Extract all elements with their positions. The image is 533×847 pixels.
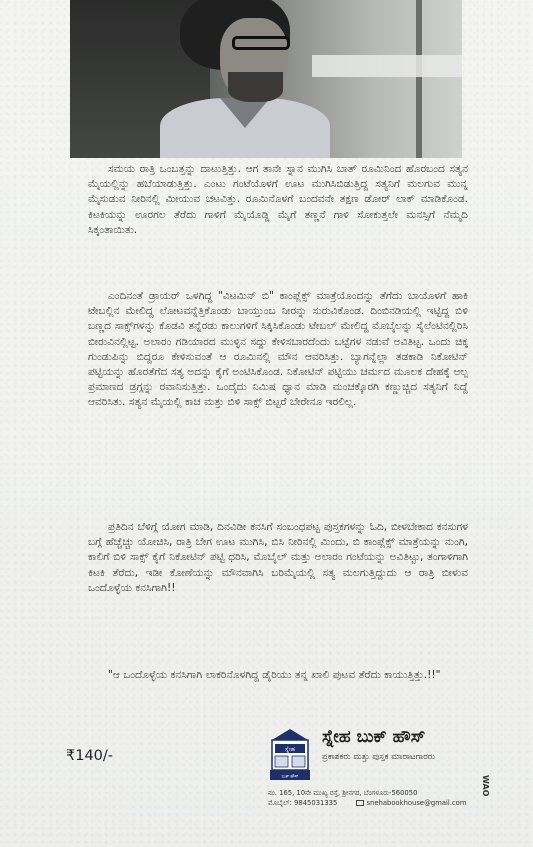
closing-quote [88, 668, 468, 683]
publisher-address-block [268, 788, 466, 808]
logo-text-top: ಸ್ನೇಹ [284, 746, 296, 753]
blurb-paragraph-2 [88, 289, 468, 411]
logo-text-bottom: ಬುಕ್ ಹೌಸ್ [281, 773, 299, 779]
paragraph-text: ಪ್ರತಿದಿನ ಬೆಳಿಗ್ಗೆ ಯೋಗ ಮಾಡಿ, ದಿನವಿಡೀ ಕನಸಿಗೆ ಸಂಬಂಧಪಟ್ಟ ಪುಸ್ತಕಗಳನ್ನು ಓದಿ, ಬೀಳಬೇಕಾದ ಕನಸುಗಳ ಬಗ್ಗೆ ಹೆಚ್ಚೆಚ್ಚು ಯೋಚಿಸಿ, ರಾತ್ರಿ ಬೇಗ ಊಟ ಮುಗಿಸಿ, ಬಿಸಿ ನೀರಿನಲ್ಲಿ ಮಿಂದು, ಬಿ ಕಾಂಪ್ಲೆಕ್ಸ್ ಮಾತ್ರೆಯನ್ನು ನುಂಗಿ, ಕಾಲಿಗೆ ಬಿಳಿ ಸಾಕ್ಸ್ ಕೈಗೆ ನಿಕೋಟಿನ್ ಪಟ್ಟಿ ಧರಿಸಿ, ಮೊಬೈಲ್ ಮತ್ತು ಅಲಾರಂ ಗಂಟೆಯನ್ನು ಅವಿತಿಟ್ಟು, ತಂಗಾಳಿಗಾಗಿ ಕಿಟಕಿ ತೆರೆದು, ಇಡೀ ಕೋಣೆಯನ್ನು ಮೌನವಾಗಿಸಿ ಬರಿಮೈಯಲ್ಲಿ ಸತ್ಯ ಮಲಗುತ್ತಿದ್ದುದು ಆ ರಾತ್ರಿ ಬೀಳುವ ಒಂದೊಳ್ಳೆಯ ಕನಸಿಗಾಗಿ!! [88, 521, 468, 594]
publisher-logo [268, 726, 312, 782]
email-icon [356, 800, 364, 806]
paragraph-text: ಎಂದಿನಂತೆ ಡ್ರಾಯರ್ ಒಳಗಿದ್ದ "ವಿಟಮಿನ್ ಬಿ" ಕಾಂಪ್ಲೆಕ್ಸ್ ಮಾತ್ರೆಯೊಂದನ್ನು ತೆಗೆದು ಬಾಯೊಳಗೆ ಹಾಕಿ ಟೇಬಲ್ಲಿನ ಮೇಲಿದ್ದ ಲೋಟವನ್ನೆತ್ತಿಕೊಂಡು ಬಾಯ್ತುಂಬ ನೀರನ್ನು ಸುರುವಿಕೊಂಡ. ದಿಂಬಿನಡಿಯಲ್ಲಿ ಇಟ್ಟಿದ್ದ ಬಿಳಿ ಬಣ್ಣದ ಸಾಕ್ಸ್‌ಗಳನ್ನು ಕೊಡವಿ ತನ್ನೆರಡು ಕಾಲುಗಳಿಗೆ ಸಿಕ್ಕಿಸಿಕೊಂಡು ಟೇಬಲ್ ಮೇಲಿದ್ದ ಮೊಬೈಲನ್ನು ಸೈಲೆಂಟಿನಲ್ಲಿರಿಸಿ ಬೀರುವಿನಲ್ಲಿಟ್ಟ. ಅಲಾರಂ ಗಡಿಯಾರದ ಮುಳ್ಳಿನ ಸದ್ದು ಕೇಳಿಸಬಾರದೆಂದು ಬಟ್ಟೆಗಳ ನಡುವೆ ಅವಿತಿಟ್ಟ. ಒಂದು ಚಿಕ್ಕ ಗುಂಡುಪಿನ್ನು ಬಿದ್ದರೂ ಕೇಳಿಸುವಂತೆ ಆ ರೂಮಿನಲ್ಲಿ ಮೌನ ಆವರಿಸಿತ್ತು. ಬ್ಯಾಗನ್ನೆಲ್ಲಾ ತಡಕಾಡಿ ನಿಕೋಟಿನ್ ಪಟ್ಟಿಯನ್ನು ಹೊರತೆಗೆದ ಸತ್ಯ ಅದನ್ನು ಕೈಗೆ ಅಂಟಿಸಿಕೊಂಡ. ನಿಕೋಟಿನ್ ಪಟ್ಟಿಯು ಚರ್ಮದ ಮೂಲಕ ದೇಹಕ್ಕೆ ಅಲ್ಪ ಪ್ರಮಾಣದ ಡ್ರಗ್ಗನ್ನು ರವಾನಿಸುತ್ತಿತ್ತು. ಒಂದೈದು ನಿಮಿಷ ಧ್ಯಾನ ಮಾಡಿ ಮಂಚಕ್ಕೊರಗಿ ಕಣ್ಣುಚ್ಚಿದ ಸತ್ಯನಿಗೆ ನಿದ್ದೆ ಆವರಿಸಿತು. ಸತ್ಯನ ಮೈಯಲ್ಲಿ ಕಾಚ ಮತ್ತು ಬಿಳಿ ಸಾಕ್ಸ್ ಬಿಟ್ಟರೆ ಬೇರೇನೂ ಇರಲಿಲ್ಲ. [88, 290, 468, 409]
paragraph-text: ಸಮಯ ರಾತ್ರಿ ಒಂಬತ್ತನ್ನು ದಾಟುತ್ತಿತ್ತು. ಆಗ ತಾನೇ ಸ್ನಾನ ಮುಗಿಸಿ ಬಾತ್ ರೂಮಿನಿಂದ ಹೊರಬಂದ ಸತ್ಯನ ಮೈಯಲ್ಲಿನ್ನು ಹಬೆಯಾಡುತ್ತಿತ್ತು. ಎಂಟು ಗಂಟೆಯೊಳಗೆ ಊಟ ಮುಗಿಸಿಬಿಡುತ್ತಿದ್ದ ಸತ್ಯನಿಗೆ ಮಲಗುವ ಮುನ್ನ ಮೈಸುಡುವ ನೀರಿನಲ್ಲಿ ಮೀಯುವ ಚಟವಿತ್ತು. ರೂಮಿನೊಳಗೆ ಬಂದವನೇ ತಕ್ಷಣ ಡೋರ್ ಲಾಕ್ ಮಾಡಿಕೊಂಡ. ಕಿಟಕಿಯನ್ನು ಊರಗಲ ತೆರೆದು ಗಾಳಿಗೆ ಮೈಯೊಡ್ಡಿ ಮೈಗೆ ತಣ್ಣನೆ ಗಾಳಿ ಸೋಕುತ್ತಲೇ ಮನಸ್ಸಿಗೆ ನೆಮ್ಮದಿ ಸಿಕ್ಕಂತಾಯಿತು. [88, 163, 468, 236]
publisher-name: ಸ್ನೇಹ ಬುಕ್ ಹೌಸ್ [322, 727, 426, 747]
publisher-mobile: ಮೊಬೈಲ್: 9845031335 [268, 799, 338, 807]
quote-text: "ಆ ಒಂದೊಳ್ಳೆಯ ಕನಸಿಗಾಗಿ ಲಾಕರಿನೊಳಗಿದ್ದ ಡೈರಿಯು ತನ್ನ ಖಾಲಿ ಪುಟವ ತೆರೆದು ಕಾಯುತ್ತಿತ್ತು.!!" [108, 669, 441, 681]
publisher-tagline: ಪ್ರಕಾಶಕರು ಮತ್ತು ಪುಸ್ತಕ ಮಾರಾಟಗಾರರು [322, 752, 436, 762]
publisher-email: snehabookhouse@gmail.com [366, 799, 467, 807]
publisher-address: ನಂ. 165, 10ನೇ ಮುಖ್ಯ ರಸ್ತೆ, ಶ್ರೀನಗರ, ಬೆಂಗಳೂರು-560050 [268, 789, 418, 797]
author-photo [70, 0, 462, 158]
blurb-paragraph-3 [88, 520, 468, 596]
blurb-paragraph-1 [88, 162, 468, 238]
side-mark: WAO [481, 775, 490, 797]
price-label: ₹140/- [66, 748, 114, 764]
